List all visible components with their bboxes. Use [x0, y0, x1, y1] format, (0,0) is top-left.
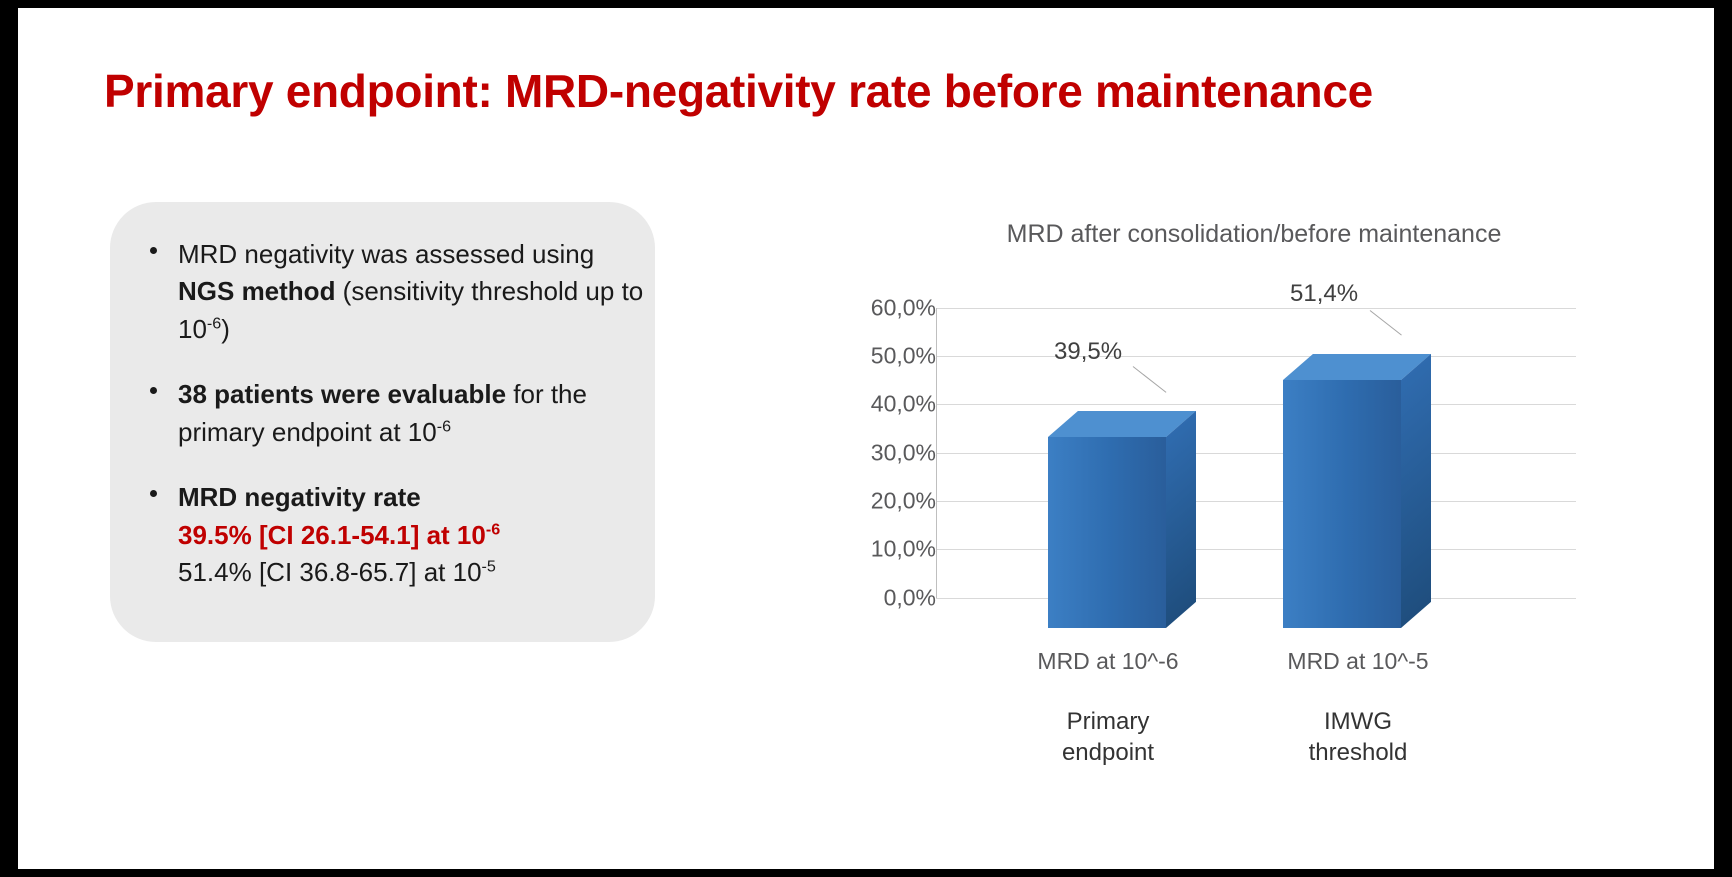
gridline — [936, 308, 1576, 309]
slide — [18, 8, 1714, 869]
bar-side-face — [1166, 411, 1196, 628]
bar-front-face — [1048, 437, 1166, 628]
gridline — [936, 501, 1576, 502]
bullet-text: MRD negativity was assessed using NGS method (sensitivity threshold up to $10^{-6}$) — [178, 239, 644, 344]
data-label-2: 51,4% — [1290, 280, 1359, 307]
gridline — [936, 404, 1576, 405]
y-tick-label: 40,0% — [870, 390, 936, 417]
bullet-text: 38 patients were evaluable for the primary endpoint at $10^{-6}$ — [178, 379, 587, 447]
bar-mrd-10-6[interactable] — [1048, 437, 1166, 628]
x-sublabel-1: Primary endpoint — [1061, 708, 1155, 767]
x-sublabel-2: IMWG threshold — [1308, 708, 1408, 767]
axis-y — [936, 308, 937, 598]
x-tick-label-2: MRD at 10^-5 — [1287, 648, 1429, 674]
y-tick-label: 50,0% — [870, 342, 936, 369]
x-tick-label-1: MRD at 10^-6 — [1037, 648, 1179, 674]
y-tick-label: 30,0% — [870, 439, 936, 466]
y-tick-label: 0,0% — [883, 584, 936, 611]
page-title: Primary endpoint: MRD-negativity rate before maintenance — [104, 65, 1373, 117]
bar-front-face — [1283, 380, 1401, 628]
bullet-dot-icon — [150, 247, 157, 254]
list-item — [144, 376, 644, 451]
list-item — [144, 479, 644, 591]
bullet-dot-icon — [150, 387, 157, 394]
chart-title: MRD after consolidation/before maintenance — [1006, 220, 1502, 248]
list-item — [144, 236, 644, 348]
y-tick-label: 20,0% — [870, 487, 936, 514]
chart — [808, 198, 1668, 808]
gridline — [936, 356, 1576, 357]
y-tick-label: 60,0% — [870, 294, 936, 321]
bullet-dot-icon — [150, 490, 157, 497]
axis-x — [936, 598, 1576, 599]
leader-line — [1133, 366, 1167, 393]
bullet-text: MRD negativity rate 39.5% [CI 26.1-54.1] at $10^{-6}$ 51.4% [CI 36.8-65.7] at $10^{-5}$ — [178, 482, 501, 588]
bar-side-face — [1401, 354, 1431, 628]
chart-plot-area — [870, 280, 1578, 628]
leader-line — [1370, 310, 1402, 335]
bar-mrd-10-5[interactable] — [1283, 380, 1401, 628]
bullet-list — [144, 236, 644, 592]
gridline — [936, 549, 1576, 550]
y-tick-label: 10,0% — [870, 535, 936, 562]
gridline — [936, 453, 1576, 454]
data-label-1: 39,5% — [1054, 338, 1123, 365]
